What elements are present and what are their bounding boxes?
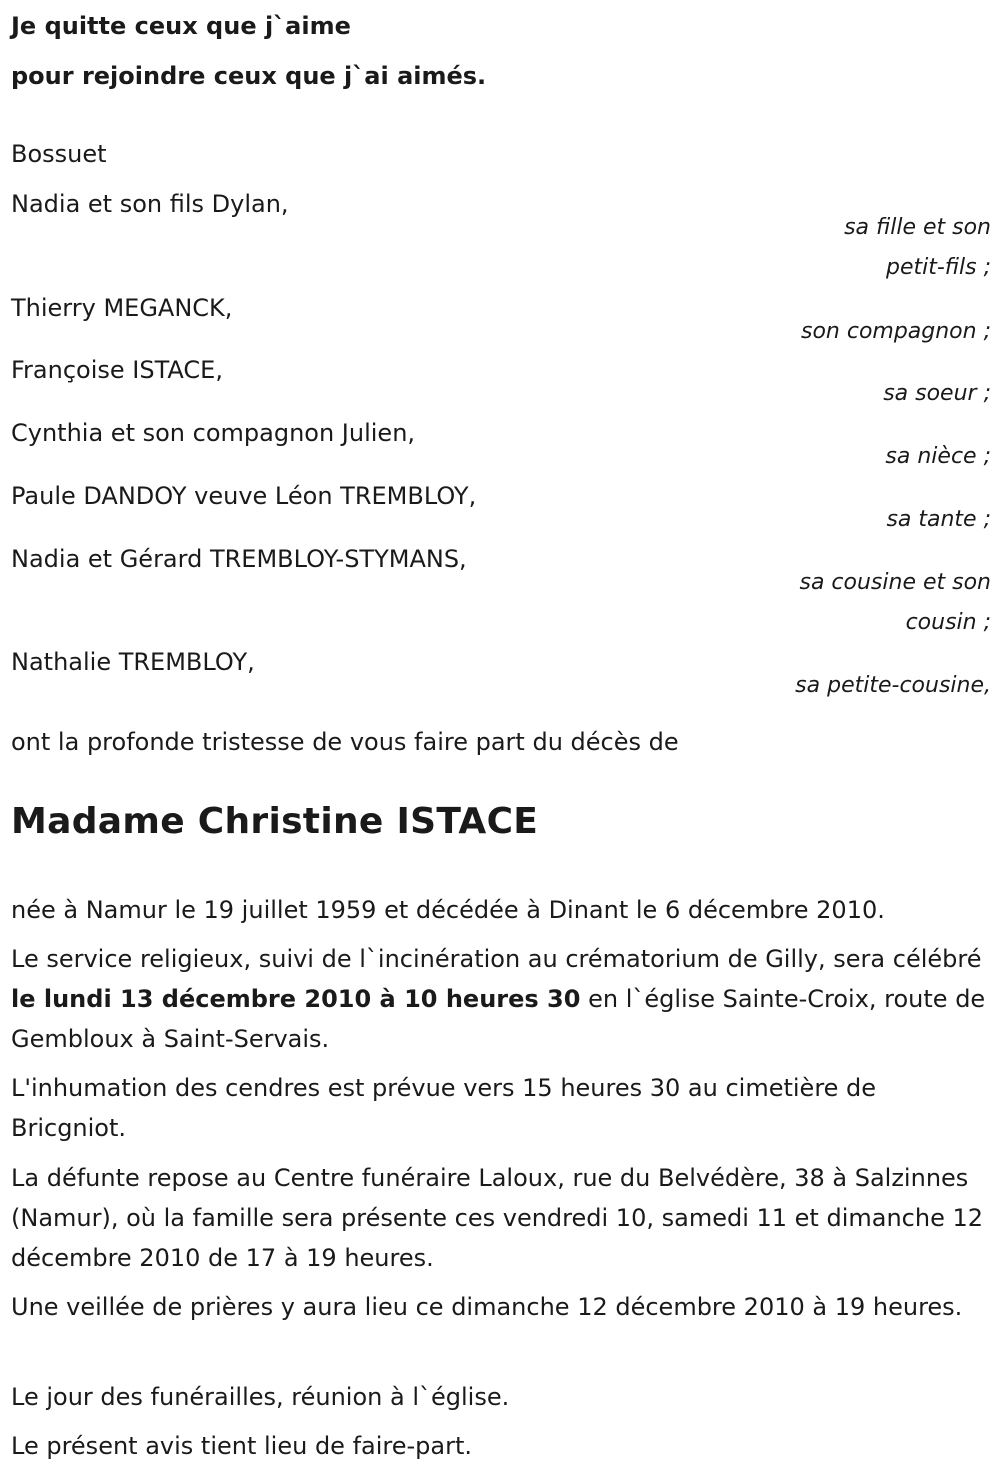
burial-text: L'inhumation des cendres est prévue vers 15 heures 30 au cimetière de Bricgniot. — [11, 1074, 877, 1142]
quote-line-1: Je quitte ceux que j`aime — [11, 12, 351, 40]
family-entry — [11, 539, 991, 643]
family-relation: cousin ; — [905, 610, 991, 635]
family-relation: sa fille et son — [844, 215, 991, 240]
vigil-text: Une veillée de prières y aura lieu ce dimanche 12 décembre 2010 à 19 heures. — [11, 1293, 963, 1321]
family-entry — [11, 642, 991, 706]
funeral-text: Le jour des funérailles, réunion à l`église. — [11, 1383, 510, 1411]
family-entry — [11, 350, 991, 414]
family-name: Cynthia et son compagnon Julien, — [11, 419, 416, 447]
quote-line-2: pour rejoindre ceux que j`ai aimés. — [11, 62, 487, 90]
family-relation: sa petite-cousine, — [795, 673, 991, 698]
family-entry — [11, 184, 991, 288]
family-entry — [11, 413, 991, 477]
family-relation: sa nièce ; — [885, 444, 991, 469]
service-date: le lundi 13 décembre 2010 à 10 heures 30 — [11, 985, 581, 1013]
family-name: Nadia et son fils Dylan, — [11, 190, 289, 218]
rest-text: La défunte repose au Centre funéraire Laloux, rue du Belvédère, 38 à Salzinnes (Namur), où la famille sera présente ces vendredi 10, samedi 11 et dimanche 12 décembre 2010 de 17 à 19 heures. — [11, 1164, 983, 1272]
deceased-name: Madame Christine ISTACE — [11, 801, 539, 842]
family-relation: sa cousine et son — [799, 570, 991, 595]
birth-death-text: née à Namur le 19 juillet 1959 et décédée à Dinant le 6 décembre 2010. — [11, 896, 885, 924]
service-text-start: Le service religieux, suivi de l`incinération au crématorium de Gilly, sera célébré — [11, 945, 982, 973]
notice-text: Le présent avis tient lieu de faire-part. — [11, 1432, 473, 1460]
family-name: Thierry MEGANCK, — [11, 294, 233, 322]
service-text-end: en l`église Sainte-Croix, route de Gembloux à Saint-Servais. — [11, 985, 986, 1053]
place-name: Bossuet — [11, 140, 107, 168]
intro-text: ont la profonde tristesse de vous faire part du décès de — [11, 728, 679, 756]
family-relation: sa tante ; — [886, 507, 991, 532]
family-name: Nadia et Gérard TREMBLOY-STYMANS, — [11, 545, 467, 573]
family-name: Françoise ISTACE, — [11, 356, 223, 384]
family-name: Paule DANDOY veuve Léon TREMBLOY, — [11, 482, 477, 510]
service-text — [11, 939, 991, 1059]
family-relation: son compagnon ; — [800, 319, 991, 344]
family-relation: sa soeur ; — [883, 381, 991, 406]
family-relation: petit-fils ; — [886, 255, 991, 280]
family-name: Nathalie TREMBLOY, — [11, 648, 255, 676]
family-entry — [11, 476, 991, 540]
family-entry — [11, 288, 991, 352]
